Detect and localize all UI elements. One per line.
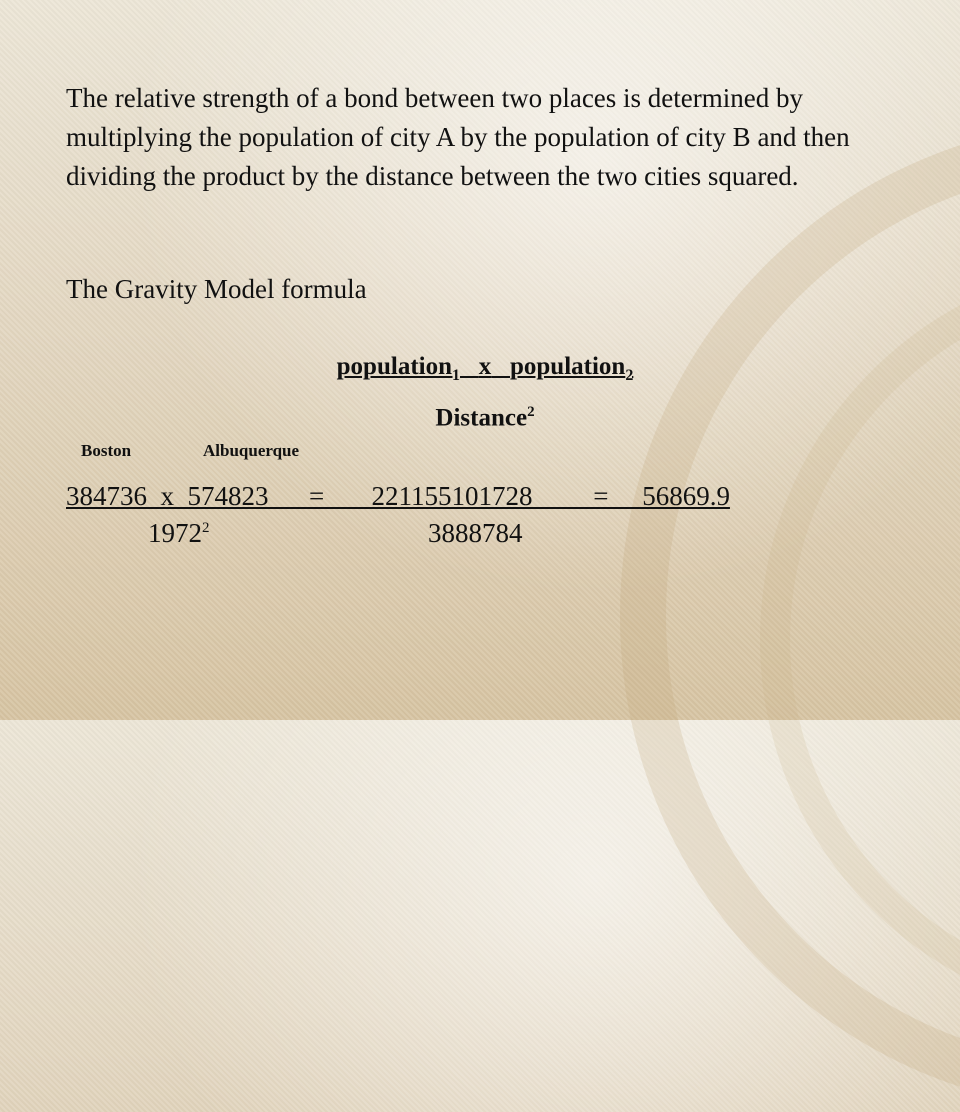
denominator-value: 3888784: [428, 518, 523, 548]
gravity-formula: [0, 349, 960, 436]
city-a-label: Boston: [81, 441, 132, 460]
term-population-1: population: [336, 353, 452, 380]
term-population-2: population: [510, 353, 626, 380]
subscript-1: 1: [452, 367, 460, 384]
distance-squared: [148, 518, 210, 549]
intro-paragraph: The relative strength of a bond between two places is determined by multiplying the population of city A by the population of city B and then dividing the product by the distance between the two cities squared.: [66, 83, 850, 191]
formula-heading: The Gravity Model formula: [66, 274, 367, 304]
term-distance: Distance: [435, 404, 528, 432]
exponent-2: 2: [527, 404, 535, 420]
distance-exponent: 2: [202, 520, 210, 536]
formula-denominator: [0, 394, 960, 436]
subscript-2: 2: [625, 367, 634, 384]
calculation-numerator-line: 384736 x 574823 = 221155101728 = 56869.9: [66, 481, 730, 511]
distance-value: 1972: [148, 518, 202, 548]
multiply-operator: x: [478, 353, 492, 380]
city-b-label: Albuquerque: [203, 441, 300, 460]
formula-numerator: [0, 349, 960, 394]
